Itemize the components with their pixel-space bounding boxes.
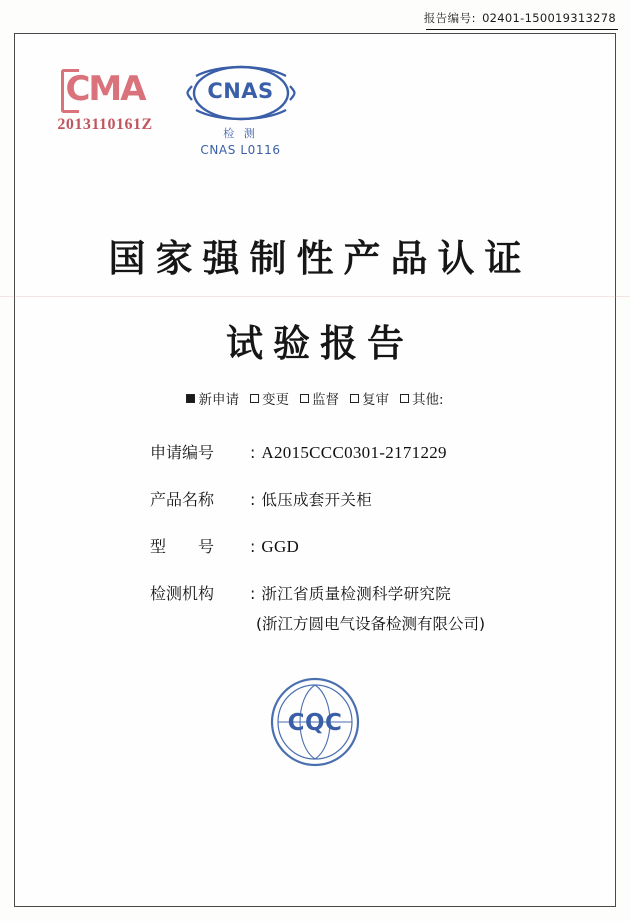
report-number	[424, 10, 616, 26]
cnas-mark	[178, 62, 303, 157]
checkbox-icon[interactable]	[250, 394, 259, 403]
page-title: 国家强制性产品认证	[108, 236, 532, 280]
field-label: 检测机构	[150, 584, 215, 603]
field-colon: :	[250, 490, 256, 509]
cma-code: 2013110161Z	[57, 116, 153, 133]
cnas-logo-icon	[182, 62, 300, 124]
checkbox-label: 监督	[311, 392, 339, 408]
checkbox-icon-checked[interactable]	[186, 394, 195, 403]
cnas-subtitle: 检 测	[223, 127, 258, 140]
checkbox-item-2[interactable]	[300, 388, 339, 408]
cnas-id: CNAS L0116	[200, 143, 281, 157]
svg-text:CQC: CQC	[287, 710, 343, 736]
checkbox-item-1[interactable]	[250, 388, 289, 408]
application-type-row	[0, 388, 630, 408]
field-value-application-no: A2015CCC0301-2171229	[261, 443, 447, 462]
cqc-seal-icon	[269, 676, 361, 768]
cma-logo-icon: CMA	[65, 69, 145, 109]
field-colon: :	[250, 584, 256, 603]
field-value-product-name: 低压成套开关柜	[261, 491, 372, 509]
cma-mark	[40, 69, 170, 134]
checkbox-item-3[interactable]	[350, 388, 389, 408]
report-number-label: 报告编号:	[423, 11, 477, 25]
field-colon: :	[250, 537, 256, 556]
checkbox-label: 新申请	[198, 392, 239, 408]
field-label: 产品名称	[150, 490, 215, 509]
field-label: 申请编号	[150, 443, 215, 462]
scan-artifact	[0, 296, 630, 297]
field-label: 型 号	[150, 537, 215, 556]
checkbox-icon[interactable]	[300, 394, 309, 403]
field-value-model: GGD	[261, 537, 300, 556]
field-row-test-org	[150, 581, 570, 604]
report-number-underline	[426, 29, 618, 30]
field-value-test-org: 浙江省质量检测科学研究院	[261, 585, 451, 603]
checkbox-label: 变更	[261, 392, 289, 408]
report-number-value: 02401-150019313278	[482, 11, 616, 25]
checkbox-icon[interactable]	[400, 394, 409, 403]
page-subtitle: 试验报告	[226, 321, 414, 365]
cnas-logo-text: CNAS	[207, 79, 274, 103]
checkbox-item-0[interactable]	[186, 388, 239, 408]
field-row-application-no	[150, 440, 570, 463]
checkbox-icon[interactable]	[350, 394, 359, 403]
field-colon: :	[250, 443, 256, 462]
checkbox-item-4[interactable]	[400, 388, 444, 408]
checkbox-label: 复审	[361, 392, 389, 408]
checkbox-label: 其他:	[411, 392, 444, 408]
field-row-model	[150, 534, 570, 557]
field-row-product-name	[150, 487, 570, 510]
field-list	[150, 440, 570, 654]
field-value-test-org-secondary: (浙江方圆电气设备检测有限公司)	[256, 615, 486, 633]
